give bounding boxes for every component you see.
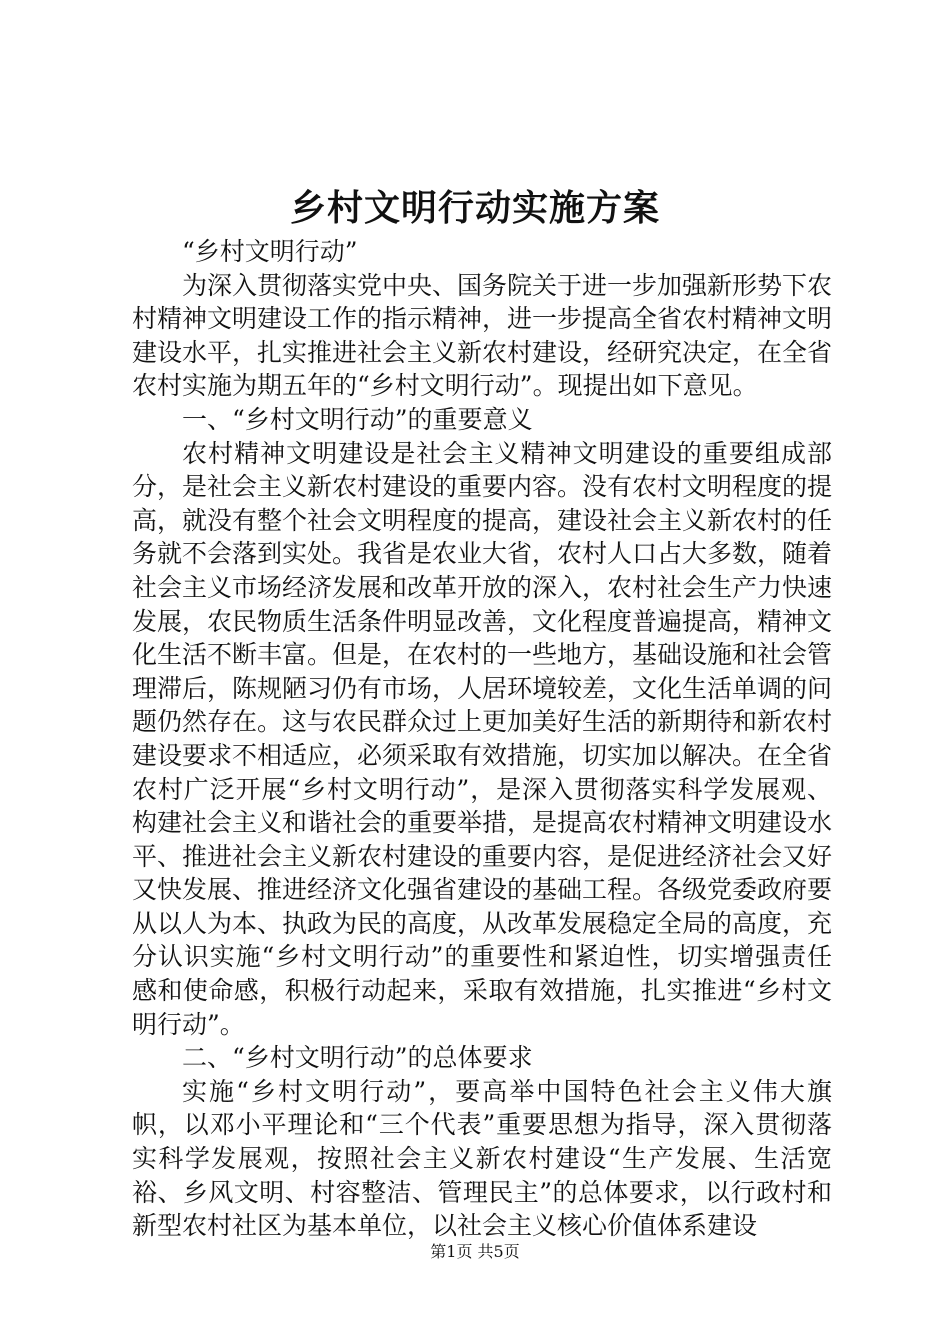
paragraph-subtitle: “乡村文明行动” bbox=[182, 237, 358, 266]
section-heading-1: 一、“乡村文明行动”的重要意义 bbox=[182, 404, 533, 434]
page-footer: 第1页 共5页 bbox=[430, 1242, 520, 1261]
section-heading-2: 二、“乡村文明行动”的总体要求 bbox=[182, 1043, 533, 1073]
document-body bbox=[132, 235, 832, 1243]
document-title: 乡村文明行动实施方案 bbox=[289, 187, 660, 229]
paragraph-intro: 为深入贯彻落实党中央、国务院关于进一步加强新形势下农村精神文明建设工作的指示精神，进一步提高全省农村精神文明建设水平，扎实推进社会主义新农村建设，经研究决定，在全省农村实施为期五年的“乡村文明行动”。现提出如下意见。 bbox=[132, 270, 833, 401]
paragraph-requirements: 实施“乡村文明行动”，要高举中国特色社会主义伟大旗帜，以邓小平理论和“三个代表”重要思想为指导，深入贯彻落实科学发展观，按照社会主义新农村建设“生产发展、生活宽裕、乡风文明、村容整洁、管理民主”的总体要求，以行政村和新型农村社区为基本单位，以社会主义核心价值体系建设 bbox=[132, 1076, 832, 1241]
paragraph-significance: 农村精神文明建设是社会主义精神文明建设的重要组成部分，是社会主义新农村建设的重要内容。没有农村文明程度的提高，就没有整个社会文明程度的提高，建设社会主义新农村的任务就不会落到实处。我省是农业大省，农村人口占大多数，随着社会主义市场经济发展和改革开放的深入，农村社会生产力快速发展，农民物质生活条件明显改善，文化程度普遍提高，精神文化生活不断丰富。但是，在农村的一些地方，基础设施和社会管理滞后，陈规陋习仍有市场，人居环境较差，文化生活单调的问题仍然存在。这与农民群众过上更加美好生活的新期待和新农村建设要求不相适应，必须采取有效措施，切实加以解决。在全省农村广泛开展“乡村文明行动”，是深入贯彻落实科学发展观、构建社会主义和谐社会的重要举措，是提高农村精神文明建设水平、推进社会主义新农村建设的重要内容，是促进经济社会又好又快发展、推进经济文化强省建设的基础工程。各级党委政府要从以人为本、执政为民的高度，从改革发展稳定全局的高度，充分认识实施“乡村文明行动”的重要性和紧迫性，切实增强责任感和使命感，积极行动起来，采取有效措施，扎实推进“乡村文明行动”。 bbox=[132, 438, 833, 1039]
